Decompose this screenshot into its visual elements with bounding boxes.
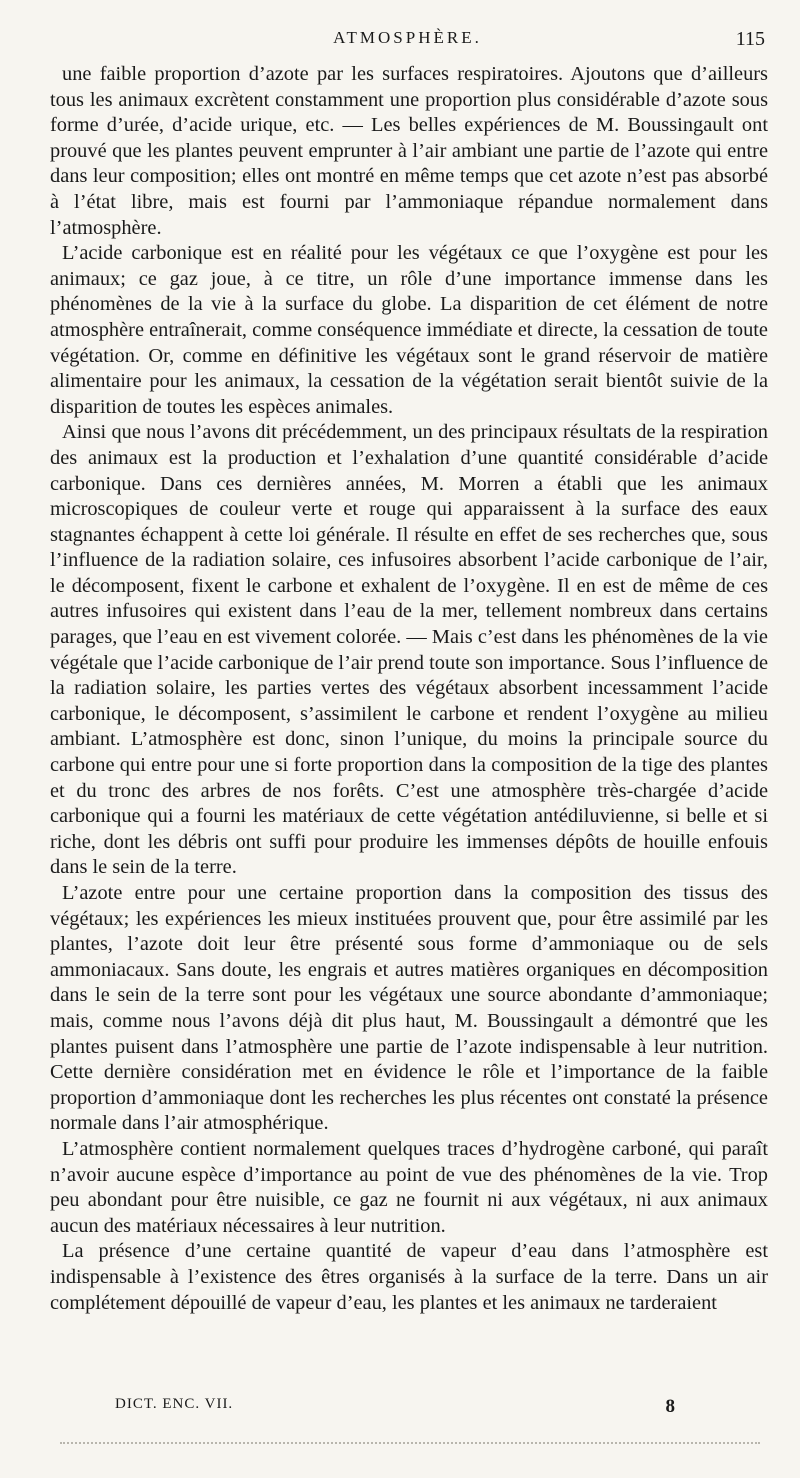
- running-title: ATMOSPHÈRE.: [333, 28, 482, 47]
- paragraph: L’azote entre pour une certaine proportion dans la composition des tissus des végétaux; les expériences les mieux instituées prouvent que, pour être assimilé par les plantes, l’azote doit leur être présenté sous forme d’ammoniaque ou de sels ammoniacaux. Sans doute, les engrais et autres matières organiques en décomposition dans le sein de la terre sont pour les végétaux une source abondante d’ammoniaque; mais, comme nous l’avons déjà dit plus haut, M. Boussingault a démontré que les plantes puisent dans l’atmosphère une partie de l’azote indispensable à leur nutrition. Cette dernière considération met en évidence le rôle et l’importance de la faible proportion d’ammoniaque dont les recherches les plus récentes ont constaté la présence normale dans l’air atmosphérique.: [50, 882, 768, 1135]
- running-header: [50, 28, 765, 52]
- paragraph: L’atmosphère contient normalement quelques traces d’hydrogène carboné, qui paraît n’avoir aucune espèce d’importance au point de vue des phénomènes de la vie. Trop peu abondant pour être nuisible, ce gaz ne fournit ni aux végétaux, ni aux animaux aucun des matériaux nécessaires à leur nutrition.: [50, 1137, 768, 1237]
- paragraph: L’acide carbonique est en réalité pour les végétaux ce que l’oxygène est pour les animaux; ce gaz joue, à ce titre, un rôle d’une importance immense dans les phénomènes de la vie à la surface du globe. La disparition de cet élément de notre atmosphère entraînerait, comme conséquence immédiate et directe, la cessation de toute végétation. Or, comme en définitive les végétaux sont le grand réservoir de matière alimentaire pour les animaux, la cessation de la végétation serait bientôt suivie de la disparition de toutes les espèces animales.: [50, 242, 768, 418]
- page-footer: [115, 1396, 675, 1420]
- text-body: [50, 62, 768, 1316]
- page-number: 115: [735, 28, 765, 50]
- sheet-number: 8: [665, 1396, 675, 1417]
- signature-mark: DICT. ENC. VII.: [115, 1396, 234, 1412]
- paragraph: Ainsi que nous l’avons dit précédemment, un des principaux résultats de la respiration des animaux est la production et l’exhalation d’une quantité considérable d’acide carbonique. Dans ces dernières années, M. Morren a établi que les animaux microscopiques de couleur verte et rouge qui apparaissent à la surface des eaux stagnantes échappent à cette loi générale. Il résulte en effet de ses recherches que, sous l’influence de la radiation solaire, ces infusoires absorbent l’acide carbonique de l’air, le décomposent, fixent le carbone et exhalent de l’oxygène. Il en est de même de ces autres infusoires qui existent dans l’eau de la mer, tellement nombreux dans certains parages, que l’eau en est vivement colorée. — Mais c’est dans les phénomènes de la vie végétale que l’acide carbonique de l’air prend toute son importance. Sous l’influence de la radiation solaire, les parties vertes des végétaux absorbent incessamment l’acide carbonique, le décomposent, s’assimilent le carbone et rendent l’oxygène au milieu ambiant. L’atmosphère est donc, sinon l’unique, du moins la principale source du carbone qui entre pour une si forte proportion dans la composition de la tige des plantes et du tronc des arbres de nos forêts. C’est une atmosphère très-chargée d’acide carbonique qui a fourni les matériaux de cette végétation antédiluvienne, si belle et si riche, dont les débris ont suffi pour produire les immenses dépôts de houille enfouis dans le sein de la terre.: [50, 421, 768, 879]
- scan-noise-line: [60, 1442, 760, 1446]
- paragraph: une faible proportion d’azote par les surfaces respiratoires. Ajoutons que d’ailleurs tous les animaux excrètent constamment une proportion plus considérable d’azote sous forme d’urée, d’acide urique, etc. — Les belles expériences de M. Boussingault ont prouvé que les plantes peuvent emprunter à l’air ambiant une partie de l’azote qui entre dans leur composition; elles ont montré en même temps que cet azote n’est pas absorbé à l’état libre, mais est fourni par l’ammoniaque répandue normalement dans l’atmosphère.: [50, 63, 768, 239]
- paragraph: La présence d’une certaine quantité de vapeur d’eau dans l’atmosphère est indispensable à l’existence des êtres organisés à la surface de la terre. Dans un air complétement dépouillé de vapeur d’eau, les plantes et les animaux ne tarderaient: [50, 1240, 768, 1314]
